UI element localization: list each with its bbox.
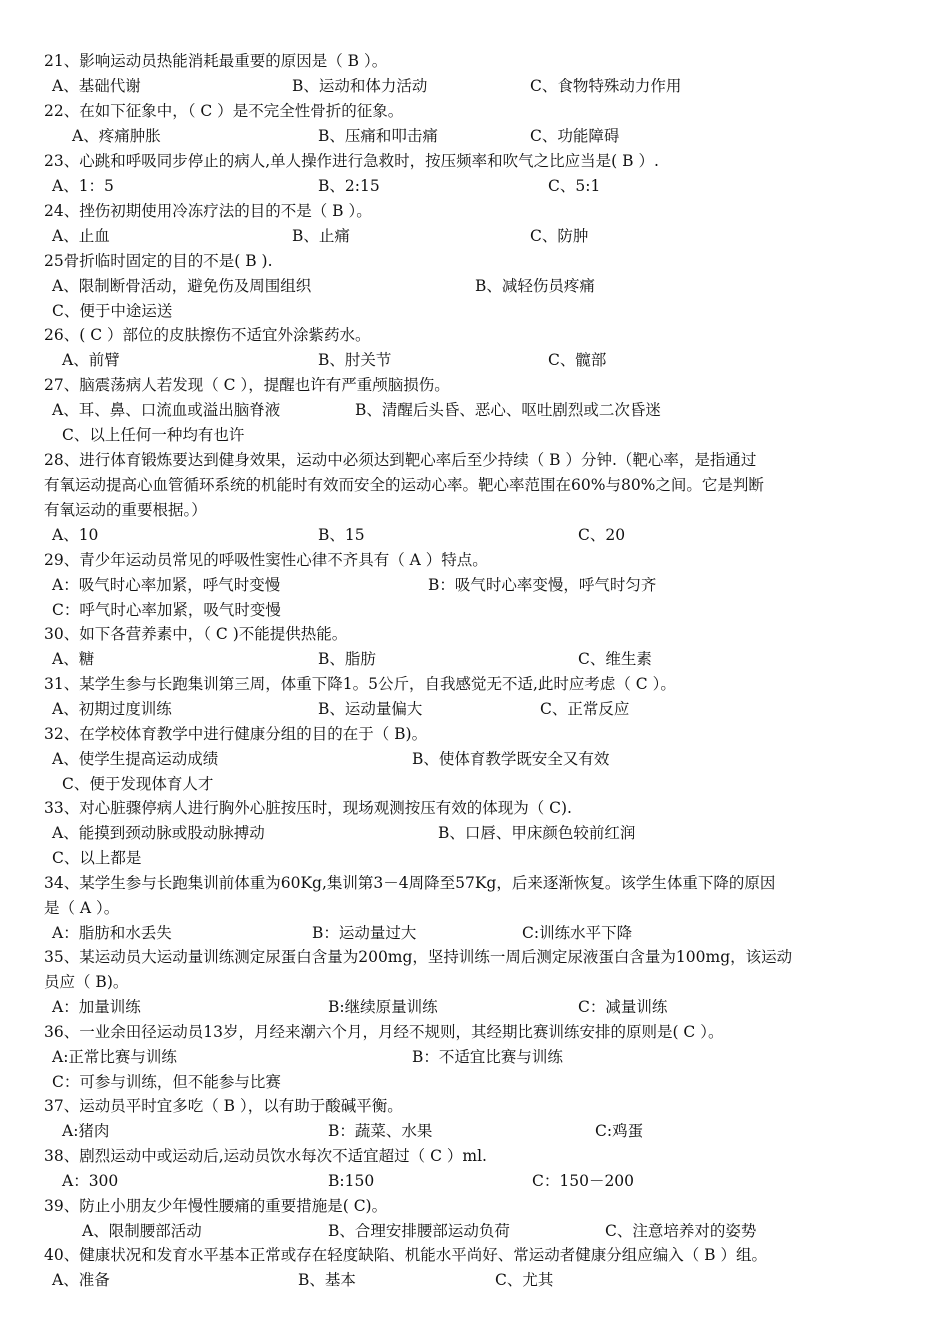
- answer-option: C:训练水平下降: [522, 924, 633, 942]
- answer-option: A:正常比赛与训练: [52, 1048, 177, 1066]
- answer-option: A、使学生提高运动成绩: [52, 750, 219, 768]
- answer-option: B、减轻伤员疼痛: [475, 277, 595, 295]
- answer-option: A、初期过度训练: [52, 700, 172, 718]
- options-row: [0, 399, 950, 421]
- answer-option: B、合理安排腰部运动负荷: [328, 1222, 510, 1240]
- answer-option: C：呼气时心率加紧，吸气时变慢: [52, 601, 281, 619]
- question-40: 40、健康状况和发育水平基本正常或存在轻度缺陷、机能水平尚好、常运动者健康分组应编入（ B ）组。: [44, 1246, 767, 1264]
- question-32: 32、在学校体育教学中进行健康分组的目的在于（ B)。: [44, 725, 428, 743]
- question-25: 25骨折临时固定的目的不是( B ).: [44, 252, 273, 270]
- answer-option: C：可参与训练，但不能参与比赛: [52, 1073, 281, 1091]
- question-26: 26、( C ）部位的皮肤擦伤不适宜外涂紫药水。: [44, 326, 371, 344]
- answer-option: A、前臂: [62, 351, 120, 369]
- answer-option: C、5:1: [548, 177, 601, 195]
- answer-option: C、便于中途运送: [52, 302, 173, 320]
- answer-option: B、压痛和叩击痛: [318, 127, 438, 145]
- question-28-cont-2: 有氧运动的重要根据。）: [44, 501, 207, 519]
- answer-option: A、1：5: [52, 177, 114, 195]
- answer-option: A：吸气时心率加紧，呼气时变慢: [52, 576, 281, 594]
- answer-option: A：300: [62, 1172, 119, 1190]
- answer-option: C、髋部: [548, 351, 607, 369]
- answer-option: B：蔬菜、水果: [328, 1122, 433, 1140]
- options-row: [0, 424, 950, 446]
- question-28: 28、进行体育锻炼要达到健身效果，运动中必须达到靶心率后至少持续（ B ）分钟.（靶心率，是指通过: [44, 451, 757, 469]
- answer-option: A、限制断骨活动，避免伤及周围组织: [52, 277, 312, 295]
- options-row: [0, 1071, 950, 1093]
- options-row: [0, 300, 950, 322]
- answer-option: C、防肿: [530, 227, 589, 245]
- options-row: [0, 922, 950, 944]
- question-28-cont-1: 有氧运动提高心血管循环系统的机能时有效而安全的运动心率。靶心率范围在60%与80%之间。它是判断: [44, 476, 764, 494]
- answer-option: B、止痛: [292, 227, 350, 245]
- question-35-cont-1: 员应（ B)。: [44, 973, 129, 991]
- options-row: [0, 125, 950, 147]
- question-39: 39、防止小朋友少年慢性腰痛的重要措施是( C)。: [44, 1197, 388, 1215]
- answer-option: A、10: [52, 526, 99, 544]
- answer-option: A:猪肉: [62, 1122, 110, 1140]
- answer-option: A、基础代谢: [52, 77, 141, 95]
- answer-option: A、耳、鼻、口流血或溢出脑脊液: [52, 401, 281, 419]
- options-row: [0, 1170, 950, 1192]
- options-row: [0, 1046, 950, 1068]
- answer-option: A：脂肪和水丢失: [52, 924, 172, 942]
- answer-option: C、便于发现体育人才: [62, 775, 214, 793]
- question-37: 37、运动员平时宜多吃（ B ），以有助于酸碱平衡。: [44, 1097, 403, 1115]
- answer-option: B、基本: [298, 1271, 356, 1289]
- answer-option: B、2:15: [318, 177, 380, 195]
- answer-option: A、能摸到颈动脉或股动脉搏动: [52, 824, 265, 842]
- answer-option: B：运动量过大: [312, 924, 417, 942]
- answer-option: B、使体育教学既安全又有效: [412, 750, 610, 768]
- answer-option: C：150－200: [532, 1172, 635, 1190]
- answer-option: B：不适宜比赛与训练: [412, 1048, 563, 1066]
- options-row: [0, 748, 950, 770]
- answer-option: B、清醒后头昏、恶心、呕吐剧烈或二次昏迷: [355, 401, 661, 419]
- question-33: 33、对心脏骤停病人进行胸外心脏按压时，现场观测按压有效的体现为（ C).: [44, 799, 572, 817]
- options-row: [0, 698, 950, 720]
- question-36: 36、一业余田径运动员13岁，月经来潮六个月，月经不规则，其经期比赛训练安排的原则是( C ）。: [44, 1023, 724, 1041]
- answer-option: C、功能障碍: [530, 127, 620, 145]
- options-row: [0, 1269, 950, 1291]
- answer-option: B、运动和体力活动: [292, 77, 428, 95]
- question-24: 24、挫伤初期使用冷冻疗法的目的不是（ B ）。: [44, 202, 372, 220]
- question-29: 29、青少年运动员常见的呼吸性窦性心律不齐具有（ A ）特点。: [44, 551, 488, 569]
- options-row: [0, 1220, 950, 1242]
- options-row: [0, 648, 950, 670]
- answer-option: B、15: [318, 526, 365, 544]
- answer-option: A、糖: [52, 650, 95, 668]
- question-30: 30、如下各营养素中，（ C )不能提供热能。: [44, 625, 348, 643]
- answer-option: B:150: [328, 1172, 375, 1190]
- answer-option: B:继续原量训练: [328, 998, 438, 1016]
- answer-option: C、20: [578, 526, 626, 544]
- answer-option: C、尤其: [495, 1271, 554, 1289]
- options-row: [0, 524, 950, 546]
- question-35: 35、某运动员大运动量训练测定尿蛋白含量为200mg，坚持训练一周后测定尿液蛋白含量为100mg，该运动: [44, 948, 793, 966]
- options-row: [0, 773, 950, 795]
- answer-option: C、食物特殊动力作用: [530, 77, 682, 95]
- answer-option: C、注意培养对的姿势: [605, 1222, 757, 1240]
- question-34-cont-1: 是（ A ）。: [44, 899, 120, 917]
- question-21: 21、影响运动员热能消耗最重要的原因是（ B ）。: [44, 52, 388, 70]
- options-row: [0, 225, 950, 247]
- question-34: 34、某学生参与长跑集训前体重为60Kg,集训第3－4周降至57Kg，后来逐渐恢复。该学生体重下降的原因: [44, 874, 776, 892]
- answer-option: B：吸气时心率变慢，呼气时匀齐: [428, 576, 657, 594]
- answer-option: A、准备: [52, 1271, 110, 1289]
- question-31: 31、某学生参与长跑集训第三周，体重下降1。5公斤，自我感觉无不适,此时应考虑（ C ）。: [44, 675, 676, 693]
- answer-option: C、以上都是: [52, 849, 142, 867]
- options-row: [0, 75, 950, 97]
- options-row: [0, 847, 950, 869]
- answer-option: C、以上任何一种均有也许: [62, 426, 245, 444]
- options-row: [0, 574, 950, 596]
- answer-option: C：减量训练: [578, 998, 668, 1016]
- options-row: [0, 1120, 950, 1142]
- options-row: [0, 175, 950, 197]
- options-row: [0, 996, 950, 1018]
- answer-option: B、脂肪: [318, 650, 376, 668]
- answer-option: B、运动量偏大: [318, 700, 423, 718]
- options-row: [0, 275, 950, 297]
- answer-option: B、肘关节: [318, 351, 392, 369]
- question-27: 27、脑震荡病人若发现（ C ），提醒也许有严重颅脑损伤。: [44, 376, 450, 394]
- options-row: [0, 822, 950, 844]
- answer-option: A、疼痛肿胀: [72, 127, 161, 145]
- answer-option: C、正常反应: [540, 700, 630, 718]
- answer-option: A、止血: [52, 227, 110, 245]
- question-38: 38、剧烈运动中或运动后,运动员饮水每次不适宜超过（ C ）ml.: [44, 1147, 487, 1165]
- options-row: [0, 599, 950, 621]
- question-23: 23、心跳和呼吸同步停止的病人,单人操作进行急救时，按压频率和吹气之比应当是( B ）.: [44, 152, 659, 170]
- answer-option: B、口唇、甲床颜色较前红润: [438, 824, 636, 842]
- answer-option: A：加量训练: [52, 998, 141, 1016]
- answer-option: A、限制腰部活动: [82, 1222, 202, 1240]
- answer-option: C、维生素: [578, 650, 652, 668]
- options-row: [0, 349, 950, 371]
- answer-option: C:鸡蛋: [595, 1122, 644, 1140]
- question-22: 22、在如下征象中，（ C ）是不完全性骨折的征象。: [44, 102, 404, 120]
